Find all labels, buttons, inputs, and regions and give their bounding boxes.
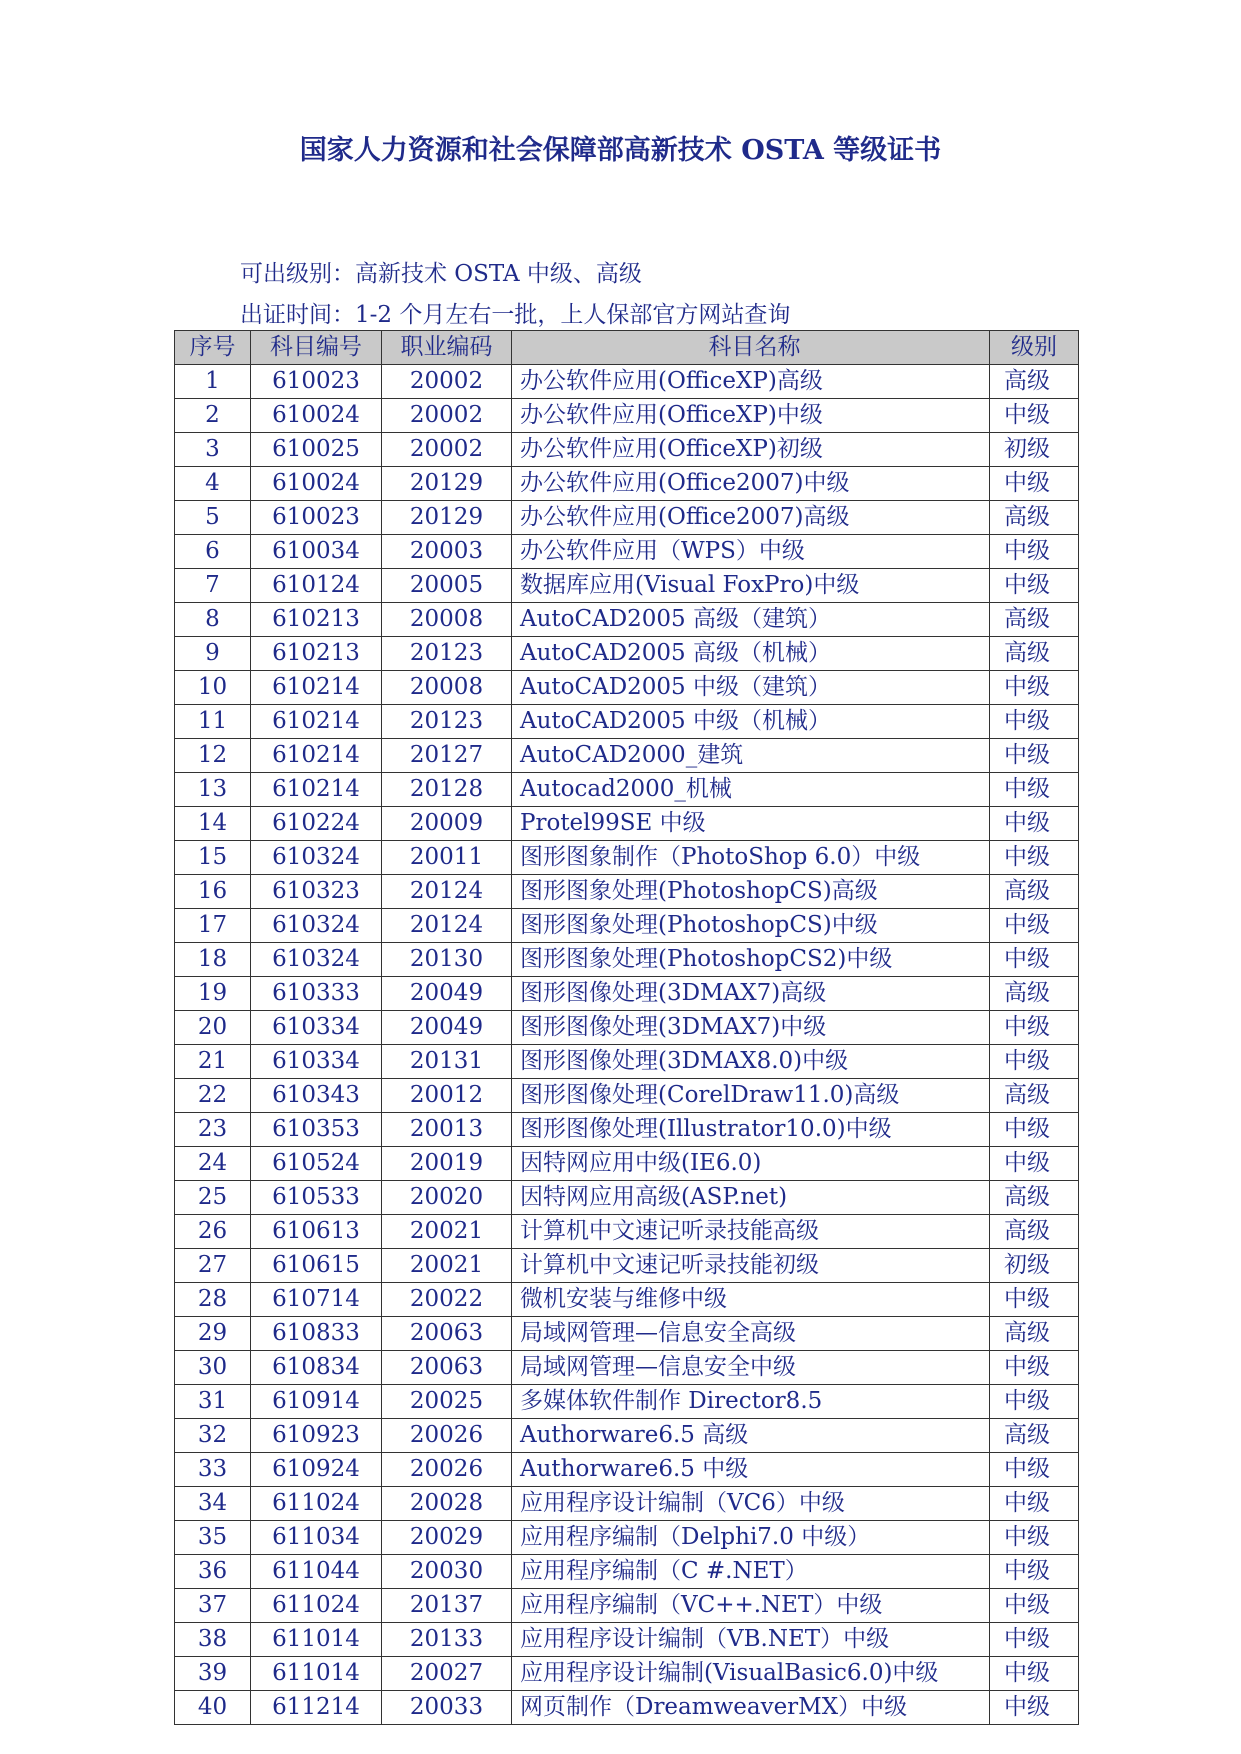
cell-level: 中级 bbox=[990, 807, 1079, 841]
cell-occupation-code: 20012 bbox=[382, 1079, 512, 1113]
header-level: 级别 bbox=[990, 331, 1079, 365]
cell-level: 初级 bbox=[990, 433, 1079, 467]
cell-occupation-code: 20033 bbox=[382, 1691, 512, 1725]
cell-level: 中级 bbox=[990, 1487, 1079, 1521]
cell-occupation-code: 20002 bbox=[382, 399, 512, 433]
cell-occupation-code: 20131 bbox=[382, 1045, 512, 1079]
cell-subject-code: 610324 bbox=[251, 841, 382, 875]
cell-occupation-code: 20049 bbox=[382, 1011, 512, 1045]
table-row bbox=[175, 1657, 1079, 1691]
table-row bbox=[175, 1147, 1079, 1181]
cell-subject-name: 办公软件应用（WPS）中级 bbox=[512, 535, 990, 569]
table-row bbox=[175, 1011, 1079, 1045]
cell-subject-name: 图形图像处理(3DMAX7)中级 bbox=[512, 1011, 990, 1045]
cell-subject-code: 610333 bbox=[251, 977, 382, 1011]
cell-subject-name: 计算机中文速记听录技能初级 bbox=[512, 1249, 990, 1283]
cell-subject-code: 610834 bbox=[251, 1351, 382, 1385]
cell-subject-code: 610124 bbox=[251, 569, 382, 603]
header-seq: 序号 bbox=[175, 331, 251, 365]
cell-level: 中级 bbox=[990, 943, 1079, 977]
header-occupation-code: 职业编码 bbox=[382, 331, 512, 365]
table-row bbox=[175, 977, 1079, 1011]
cell-level: 中级 bbox=[990, 909, 1079, 943]
cell-subject-name: 图形图象处理(PhotoshopCS2)中级 bbox=[512, 943, 990, 977]
cell-seq: 2 bbox=[175, 399, 251, 433]
cell-subject-name: 办公软件应用(OfficeXP)高级 bbox=[512, 365, 990, 399]
cell-seq: 18 bbox=[175, 943, 251, 977]
cell-subject-code: 611024 bbox=[251, 1589, 382, 1623]
cell-occupation-code: 20133 bbox=[382, 1623, 512, 1657]
cell-subject-name: 办公软件应用(OfficeXP)初级 bbox=[512, 433, 990, 467]
cell-subject-name: AutoCAD2005 中级（机械） bbox=[512, 705, 990, 739]
cell-level: 初级 bbox=[990, 1249, 1079, 1283]
cell-seq: 14 bbox=[175, 807, 251, 841]
cell-subject-name: Authorware6.5 中级 bbox=[512, 1453, 990, 1487]
cell-subject-code: 611214 bbox=[251, 1691, 382, 1725]
cell-subject-code: 610023 bbox=[251, 501, 382, 535]
table-row bbox=[175, 535, 1079, 569]
cell-subject-code: 611044 bbox=[251, 1555, 382, 1589]
cell-level: 中级 bbox=[990, 569, 1079, 603]
cell-occupation-code: 20129 bbox=[382, 467, 512, 501]
cell-seq: 7 bbox=[175, 569, 251, 603]
cell-level: 中级 bbox=[990, 399, 1079, 433]
cell-level: 中级 bbox=[990, 739, 1079, 773]
cell-occupation-code: 20003 bbox=[382, 535, 512, 569]
cell-subject-code: 610023 bbox=[251, 365, 382, 399]
cell-subject-code: 611014 bbox=[251, 1623, 382, 1657]
cell-subject-code: 610024 bbox=[251, 467, 382, 501]
cell-seq: 17 bbox=[175, 909, 251, 943]
table-header-row bbox=[175, 331, 1079, 365]
cell-occupation-code: 20008 bbox=[382, 671, 512, 705]
cell-level: 中级 bbox=[990, 535, 1079, 569]
cell-level: 高级 bbox=[990, 365, 1079, 399]
cell-subject-code: 610533 bbox=[251, 1181, 382, 1215]
cell-level: 高级 bbox=[990, 1419, 1079, 1453]
table-row bbox=[175, 1453, 1079, 1487]
cell-subject-name: 多媒体软件制作 Director8.5 bbox=[512, 1385, 990, 1419]
cell-occupation-code: 20013 bbox=[382, 1113, 512, 1147]
table-row bbox=[175, 1181, 1079, 1215]
cell-subject-name: Autocad2000_机械 bbox=[512, 773, 990, 807]
table-row bbox=[175, 705, 1079, 739]
cell-seq: 37 bbox=[175, 1589, 251, 1623]
cell-level: 高级 bbox=[990, 1317, 1079, 1351]
cell-subject-name: 图形图象处理(PhotoshopCS)高级 bbox=[512, 875, 990, 909]
cell-level: 中级 bbox=[990, 671, 1079, 705]
cell-subject-code: 610324 bbox=[251, 943, 382, 977]
cell-occupation-code: 20049 bbox=[382, 977, 512, 1011]
cell-subject-code: 610343 bbox=[251, 1079, 382, 1113]
cell-occupation-code: 20020 bbox=[382, 1181, 512, 1215]
cell-level: 中级 bbox=[990, 1623, 1079, 1657]
cell-occupation-code: 20030 bbox=[382, 1555, 512, 1589]
table-row bbox=[175, 637, 1079, 671]
cell-occupation-code: 20021 bbox=[382, 1215, 512, 1249]
cell-seq: 15 bbox=[175, 841, 251, 875]
cell-occupation-code: 20124 bbox=[382, 909, 512, 943]
cell-level: 中级 bbox=[990, 705, 1079, 739]
cell-seq: 13 bbox=[175, 773, 251, 807]
cell-occupation-code: 20008 bbox=[382, 603, 512, 637]
cell-subject-code: 610214 bbox=[251, 773, 382, 807]
document-title: 国家人力资源和社会保障部高新技术 OSTA 等级证书 bbox=[299, 135, 942, 166]
cell-occupation-code: 20027 bbox=[382, 1657, 512, 1691]
table-row bbox=[175, 1521, 1079, 1555]
cell-occupation-code: 20063 bbox=[382, 1351, 512, 1385]
cell-subject-code: 610923 bbox=[251, 1419, 382, 1453]
cell-subject-code: 610334 bbox=[251, 1045, 382, 1079]
cell-level: 高级 bbox=[990, 637, 1079, 671]
cell-seq: 11 bbox=[175, 705, 251, 739]
cell-occupation-code: 20130 bbox=[382, 943, 512, 977]
cell-seq: 16 bbox=[175, 875, 251, 909]
cell-subject-name: 办公软件应用(Office2007)中级 bbox=[512, 467, 990, 501]
cell-subject-name: 数据库应用(Visual FoxPro)中级 bbox=[512, 569, 990, 603]
cell-subject-code: 610323 bbox=[251, 875, 382, 909]
cell-seq: 3 bbox=[175, 433, 251, 467]
table-row bbox=[175, 1317, 1079, 1351]
cell-seq: 25 bbox=[175, 1181, 251, 1215]
cell-seq: 9 bbox=[175, 637, 251, 671]
table-row bbox=[175, 671, 1079, 705]
cell-seq: 26 bbox=[175, 1215, 251, 1249]
cell-level: 高级 bbox=[990, 603, 1079, 637]
cell-seq: 28 bbox=[175, 1283, 251, 1317]
cell-level: 中级 bbox=[990, 1691, 1079, 1725]
cell-subject-name: 应用程序设计编制（VC6）中级 bbox=[512, 1487, 990, 1521]
cell-level: 高级 bbox=[990, 1181, 1079, 1215]
header-subject-name: 科目名称 bbox=[512, 331, 990, 365]
cell-occupation-code: 20123 bbox=[382, 705, 512, 739]
cell-subject-code: 610025 bbox=[251, 433, 382, 467]
table-row bbox=[175, 1487, 1079, 1521]
table-row bbox=[175, 365, 1079, 399]
table-row bbox=[175, 1351, 1079, 1385]
cell-occupation-code: 20002 bbox=[382, 365, 512, 399]
cell-seq: 29 bbox=[175, 1317, 251, 1351]
cell-level: 中级 bbox=[990, 1453, 1079, 1487]
cell-seq: 22 bbox=[175, 1079, 251, 1113]
cell-occupation-code: 20029 bbox=[382, 1521, 512, 1555]
cell-subject-name: Protel99SE 中级 bbox=[512, 807, 990, 841]
table-row bbox=[175, 773, 1079, 807]
cell-seq: 21 bbox=[175, 1045, 251, 1079]
cell-level: 高级 bbox=[990, 875, 1079, 909]
cell-subject-name: AutoCAD2005 高级（机械） bbox=[512, 637, 990, 671]
cell-subject-code: 610924 bbox=[251, 1453, 382, 1487]
cell-seq: 36 bbox=[175, 1555, 251, 1589]
cell-occupation-code: 20127 bbox=[382, 739, 512, 773]
cell-subject-name: 图形图象制作（PhotoShop 6.0）中级 bbox=[512, 841, 990, 875]
cell-seq: 35 bbox=[175, 1521, 251, 1555]
cell-occupation-code: 20005 bbox=[382, 569, 512, 603]
cell-occupation-code: 20009 bbox=[382, 807, 512, 841]
cell-level: 高级 bbox=[990, 977, 1079, 1011]
cell-occupation-code: 20022 bbox=[382, 1283, 512, 1317]
cell-subject-name: 微机安装与维修中级 bbox=[512, 1283, 990, 1317]
cell-seq: 12 bbox=[175, 739, 251, 773]
cell-occupation-code: 20025 bbox=[382, 1385, 512, 1419]
cell-subject-code: 611014 bbox=[251, 1657, 382, 1691]
cell-level: 中级 bbox=[990, 1351, 1079, 1385]
cell-subject-code: 610214 bbox=[251, 739, 382, 773]
cell-occupation-code: 20028 bbox=[382, 1487, 512, 1521]
cell-level: 中级 bbox=[990, 841, 1079, 875]
cell-seq: 31 bbox=[175, 1385, 251, 1419]
table-row bbox=[175, 1419, 1079, 1453]
table-row bbox=[175, 1215, 1079, 1249]
cell-subject-name: 图形图像处理(3DMAX8.0)中级 bbox=[512, 1045, 990, 1079]
cell-subject-name: 因特网应用高级(ASP.net) bbox=[512, 1181, 990, 1215]
cell-level: 高级 bbox=[990, 1079, 1079, 1113]
cell-occupation-code: 20124 bbox=[382, 875, 512, 909]
table-body bbox=[175, 365, 1079, 1725]
header-subject-code: 科目编号 bbox=[251, 331, 382, 365]
cell-subject-code: 611034 bbox=[251, 1521, 382, 1555]
cell-seq: 20 bbox=[175, 1011, 251, 1045]
cell-seq: 24 bbox=[175, 1147, 251, 1181]
cell-subject-code: 610324 bbox=[251, 909, 382, 943]
cell-seq: 38 bbox=[175, 1623, 251, 1657]
cell-level: 中级 bbox=[990, 773, 1079, 807]
cell-subject-name: 局域网管理—信息安全高级 bbox=[512, 1317, 990, 1351]
cell-subject-name: AutoCAD2005 中级（建筑） bbox=[512, 671, 990, 705]
cell-occupation-code: 20128 bbox=[382, 773, 512, 807]
table-row bbox=[175, 1283, 1079, 1317]
certificate-table bbox=[174, 330, 1079, 1725]
cell-occupation-code: 20026 bbox=[382, 1453, 512, 1487]
cell-subject-code: 610213 bbox=[251, 637, 382, 671]
cell-level: 中级 bbox=[990, 1555, 1079, 1589]
cell-subject-name: Authorware6.5 高级 bbox=[512, 1419, 990, 1453]
cell-subject-name: 应用程序设计编制(VisualBasic6.0)中级 bbox=[512, 1657, 990, 1691]
cell-seq: 30 bbox=[175, 1351, 251, 1385]
table-row bbox=[175, 433, 1079, 467]
cell-level: 中级 bbox=[990, 1113, 1079, 1147]
table-row bbox=[175, 569, 1079, 603]
cell-occupation-code: 20123 bbox=[382, 637, 512, 671]
cell-seq: 33 bbox=[175, 1453, 251, 1487]
cell-subject-code: 610714 bbox=[251, 1283, 382, 1317]
levels-line: 可出级别：高新技术 OSTA 中级、高级 bbox=[240, 261, 642, 287]
cell-subject-name: 局域网管理—信息安全中级 bbox=[512, 1351, 990, 1385]
cell-subject-name: AutoCAD2000_建筑 bbox=[512, 739, 990, 773]
cell-seq: 27 bbox=[175, 1249, 251, 1283]
cell-subject-code: 610214 bbox=[251, 671, 382, 705]
cell-subject-code: 610224 bbox=[251, 807, 382, 841]
cell-occupation-code: 20019 bbox=[382, 1147, 512, 1181]
table-row bbox=[175, 1589, 1079, 1623]
table-row bbox=[175, 841, 1079, 875]
cell-subject-name: 图形图像处理(3DMAX7)高级 bbox=[512, 977, 990, 1011]
table-row bbox=[175, 1079, 1079, 1113]
table-row bbox=[175, 739, 1079, 773]
cell-seq: 8 bbox=[175, 603, 251, 637]
cell-level: 中级 bbox=[990, 467, 1079, 501]
table-row bbox=[175, 1113, 1079, 1147]
cell-subject-code: 610034 bbox=[251, 535, 382, 569]
cell-level: 中级 bbox=[990, 1045, 1079, 1079]
cell-seq: 34 bbox=[175, 1487, 251, 1521]
cell-seq: 6 bbox=[175, 535, 251, 569]
cell-level: 中级 bbox=[990, 1147, 1079, 1181]
cell-seq: 40 bbox=[175, 1691, 251, 1725]
cell-subject-code: 610613 bbox=[251, 1215, 382, 1249]
table-row bbox=[175, 1623, 1079, 1657]
table-row bbox=[175, 1045, 1079, 1079]
cell-subject-name: 图形图像处理(Illustrator10.0)中级 bbox=[512, 1113, 990, 1147]
cell-subject-name: 因特网应用中级(IE6.0) bbox=[512, 1147, 990, 1181]
cell-subject-code: 610024 bbox=[251, 399, 382, 433]
cell-seq: 1 bbox=[175, 365, 251, 399]
cell-level: 高级 bbox=[990, 501, 1079, 535]
cell-subject-code: 610213 bbox=[251, 603, 382, 637]
cell-subject-name: 应用程序编制（C #.NET） bbox=[512, 1555, 990, 1589]
cell-subject-name: 图形图象处理(PhotoshopCS)中级 bbox=[512, 909, 990, 943]
table-row bbox=[175, 807, 1079, 841]
cell-subject-code: 610833 bbox=[251, 1317, 382, 1351]
cell-subject-code: 610914 bbox=[251, 1385, 382, 1419]
table-row bbox=[175, 501, 1079, 535]
cell-occupation-code: 20063 bbox=[382, 1317, 512, 1351]
cell-seq: 19 bbox=[175, 977, 251, 1011]
table-row bbox=[175, 875, 1079, 909]
table-row bbox=[175, 399, 1079, 433]
cell-subject-name: 图形图像处理(CorelDraw11.0)高级 bbox=[512, 1079, 990, 1113]
cell-occupation-code: 20002 bbox=[382, 433, 512, 467]
cell-subject-name: 办公软件应用(OfficeXP)中级 bbox=[512, 399, 990, 433]
cell-subject-name: 办公软件应用(Office2007)高级 bbox=[512, 501, 990, 535]
cell-level: 中级 bbox=[990, 1657, 1079, 1691]
cell-level: 中级 bbox=[990, 1521, 1079, 1555]
cell-level: 中级 bbox=[990, 1385, 1079, 1419]
cell-subject-code: 610615 bbox=[251, 1249, 382, 1283]
cell-seq: 32 bbox=[175, 1419, 251, 1453]
cell-subject-code: 610353 bbox=[251, 1113, 382, 1147]
cell-seq: 10 bbox=[175, 671, 251, 705]
cell-seq: 5 bbox=[175, 501, 251, 535]
cell-subject-name: 应用程序设计编制（VB.NET）中级 bbox=[512, 1623, 990, 1657]
cell-occupation-code: 20011 bbox=[382, 841, 512, 875]
cell-seq: 23 bbox=[175, 1113, 251, 1147]
cell-subject-code: 610524 bbox=[251, 1147, 382, 1181]
cell-subject-code: 611024 bbox=[251, 1487, 382, 1521]
cell-subject-code: 610214 bbox=[251, 705, 382, 739]
table-row bbox=[175, 943, 1079, 977]
cell-occupation-code: 20026 bbox=[382, 1419, 512, 1453]
cell-subject-name: 应用程序编制（VC++.NET）中级 bbox=[512, 1589, 990, 1623]
cell-level: 中级 bbox=[990, 1011, 1079, 1045]
cell-seq: 4 bbox=[175, 467, 251, 501]
cell-seq: 39 bbox=[175, 1657, 251, 1691]
cell-subject-name: 计算机中文速记听录技能高级 bbox=[512, 1215, 990, 1249]
table-row bbox=[175, 1555, 1079, 1589]
cell-occupation-code: 20129 bbox=[382, 501, 512, 535]
table-row bbox=[175, 1249, 1079, 1283]
table-row bbox=[175, 909, 1079, 943]
cell-level: 中级 bbox=[990, 1589, 1079, 1623]
table-row bbox=[175, 1385, 1079, 1419]
cell-subject-name: AutoCAD2005 高级（建筑） bbox=[512, 603, 990, 637]
cell-subject-name: 应用程序编制（Delphi7.0 中级） bbox=[512, 1521, 990, 1555]
cell-occupation-code: 20021 bbox=[382, 1249, 512, 1283]
issue-time-line: 出证时间：1-2 个月左右一批，上人保部官方网站查询 bbox=[240, 302, 791, 328]
table-row bbox=[175, 603, 1079, 637]
cell-subject-name: 网页制作（DreamweaverMX）中级 bbox=[512, 1691, 990, 1725]
cell-occupation-code: 20137 bbox=[382, 1589, 512, 1623]
cell-subject-code: 610334 bbox=[251, 1011, 382, 1045]
cell-level: 中级 bbox=[990, 1283, 1079, 1317]
table-row bbox=[175, 1691, 1079, 1725]
table-row bbox=[175, 467, 1079, 501]
cell-level: 高级 bbox=[990, 1215, 1079, 1249]
